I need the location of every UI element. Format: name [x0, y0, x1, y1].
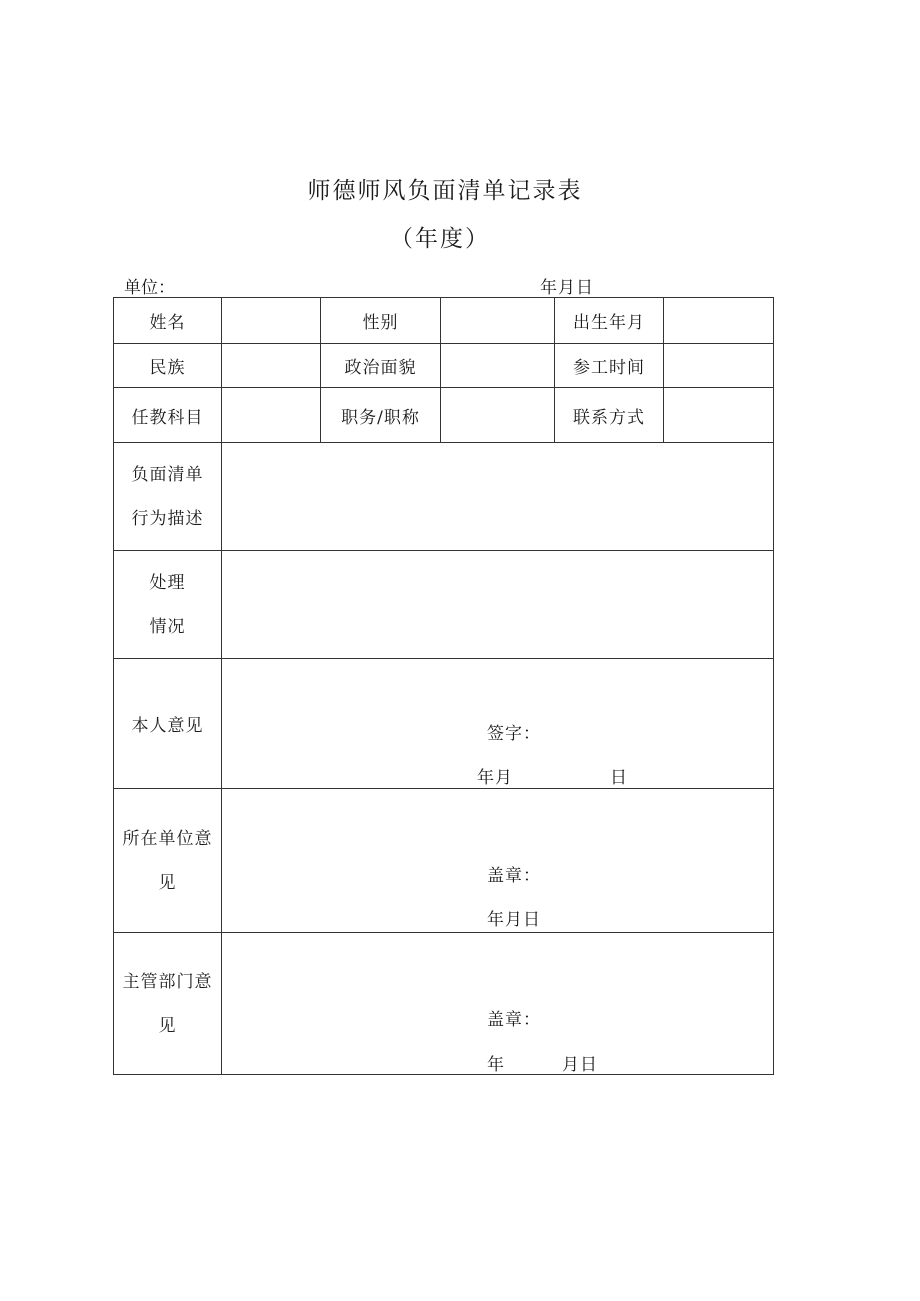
unit-label: 单位： [124, 278, 175, 298]
table-row [114, 298, 774, 344]
self-opinion-label: 本人意见 [114, 659, 222, 789]
dept-opinion-label [114, 933, 222, 1075]
table-row [114, 388, 774, 443]
table-row [114, 659, 774, 789]
handling-field[interactable] [222, 551, 774, 659]
position-field[interactable] [441, 388, 555, 443]
handling-label-line-1: 处理 [149, 572, 186, 593]
page-subtitle: （年度） [390, 226, 490, 252]
handling-label [114, 551, 222, 659]
unit-opinion-label [114, 789, 222, 933]
name-field[interactable] [222, 298, 321, 344]
unit-opinion-label-line-2: 见 [158, 872, 177, 893]
work-start-field[interactable] [664, 344, 774, 388]
dept-opinion-field[interactable] [222, 933, 774, 1075]
subject-label: 任教科目 [114, 388, 222, 443]
work-start-label: 参工时间 [555, 344, 664, 388]
self-date-year-month: 年月 [477, 768, 513, 788]
behavior-label-line-2: 行为描述 [131, 508, 204, 529]
table-row [114, 551, 774, 659]
political-label: 政治面貌 [321, 344, 441, 388]
record-form-table [113, 297, 774, 1075]
ethnicity-label: 民族 [114, 344, 222, 388]
subject-field[interactable] [222, 388, 321, 443]
ethnicity-field[interactable] [222, 344, 321, 388]
unit-opinion-label-line-1: 所在单位意 [122, 828, 213, 849]
dept-seal-label: 盖章： [487, 1010, 541, 1030]
behavior-label-line-1: 负面清单 [131, 464, 204, 485]
self-date-day: 日 [610, 768, 628, 788]
table-row [114, 443, 774, 551]
self-sign-label: 签字： [487, 724, 541, 744]
self-opinion-field[interactable] [222, 659, 774, 789]
birth-label: 出生年月 [555, 298, 664, 344]
page-title: 师德师风负面清单记录表 [307, 178, 583, 204]
handling-label-line-2: 情况 [149, 616, 186, 637]
name-label: 姓名 [114, 298, 222, 344]
table-row [114, 344, 774, 388]
dept-date-year: 年 [487, 1055, 505, 1075]
unit-date: 年月日 [487, 910, 541, 930]
contact-field[interactable] [664, 388, 774, 443]
gender-field[interactable] [441, 298, 555, 344]
position-label: 职务/职称 [321, 388, 441, 443]
behavior-field[interactable] [222, 443, 774, 551]
header-date-label: 年月日 [540, 278, 594, 298]
table-row [114, 933, 774, 1075]
contact-label: 联系方式 [555, 388, 664, 443]
gender-label: 性别 [321, 298, 441, 344]
dept-date-month-day: 月日 [562, 1055, 598, 1075]
birth-field[interactable] [664, 298, 774, 344]
table-row [114, 789, 774, 933]
unit-opinion-field[interactable] [222, 789, 774, 933]
dept-opinion-label-line-2: 见 [158, 1015, 177, 1036]
dept-opinion-label-line-1: 主管部门意 [122, 971, 213, 992]
behavior-label [114, 443, 222, 551]
political-field[interactable] [441, 344, 555, 388]
unit-seal-label: 盖章： [487, 866, 541, 886]
